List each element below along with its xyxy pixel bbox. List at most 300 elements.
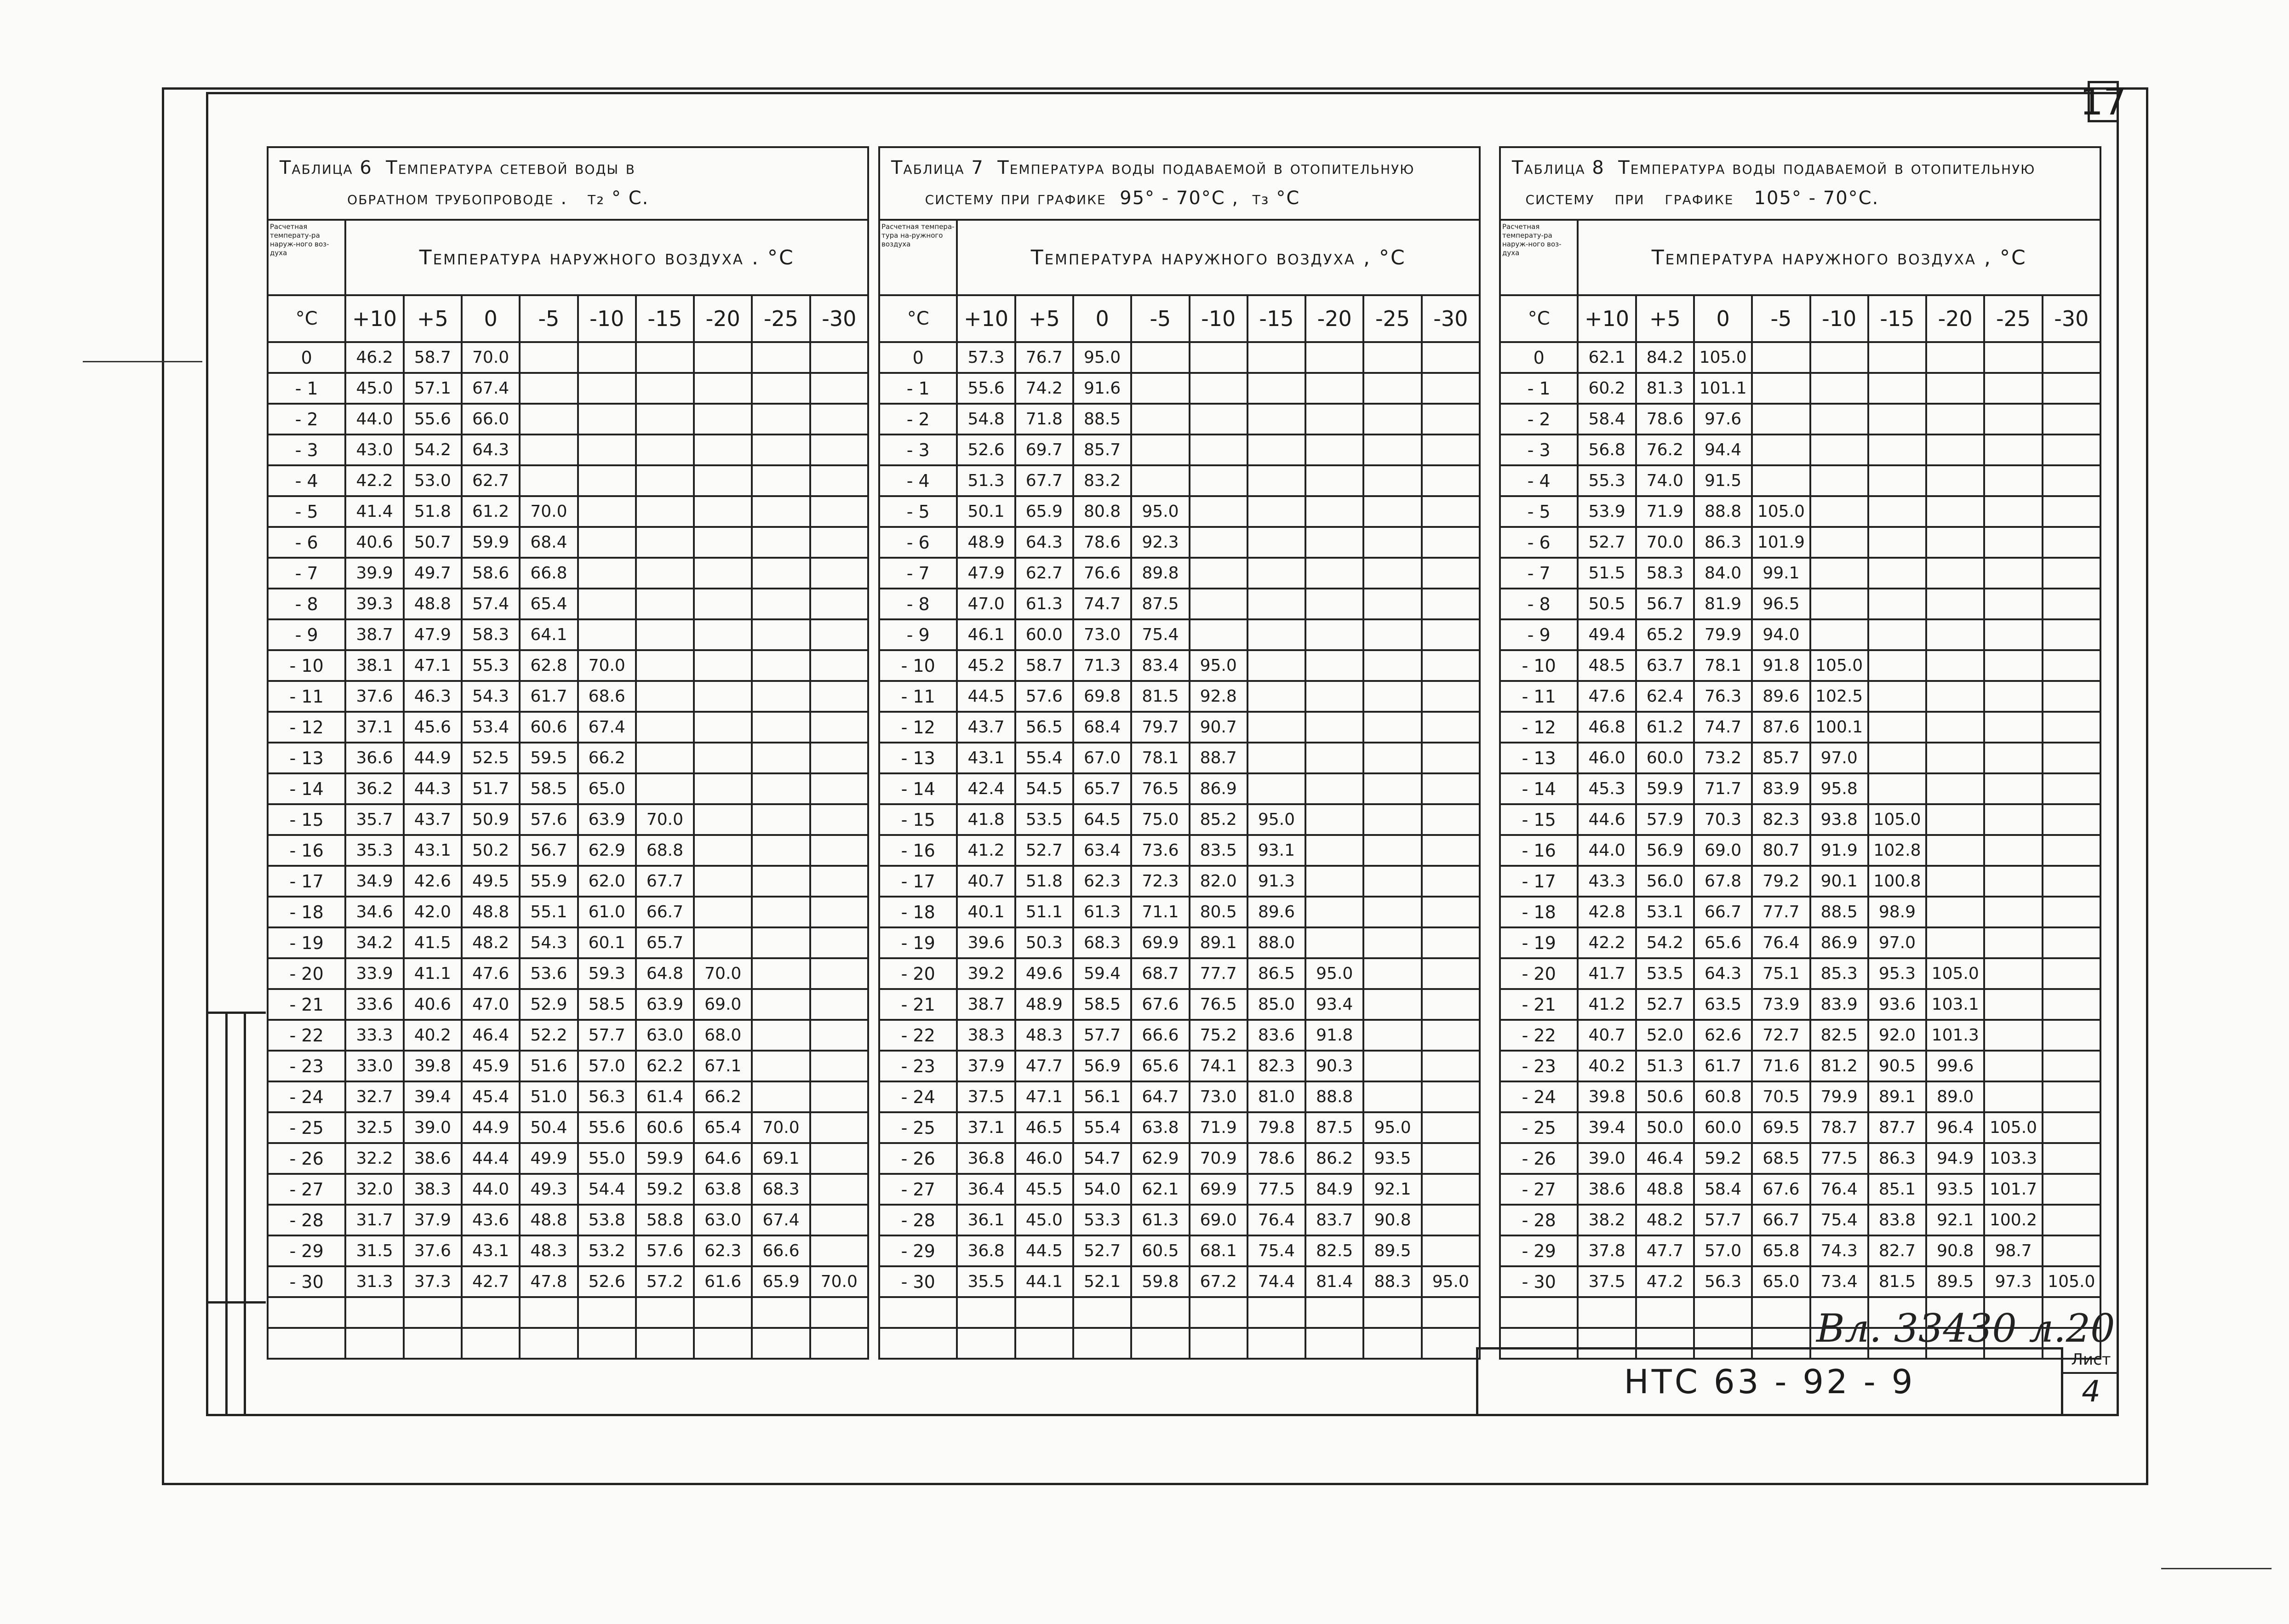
table-row xyxy=(879,1174,1480,1205)
table-cell xyxy=(1926,897,1984,927)
table-cell xyxy=(1422,927,1480,958)
table-cell xyxy=(694,897,752,927)
table-cell xyxy=(636,681,694,712)
table-cell xyxy=(752,712,810,743)
table-cell xyxy=(636,1328,694,1359)
row-label: - 30 xyxy=(879,1266,957,1297)
table-row xyxy=(268,1081,868,1112)
table-row xyxy=(879,927,1480,958)
table-cell xyxy=(1305,897,1363,927)
column-header: +10 xyxy=(957,295,1015,342)
table-cell: 39.4 xyxy=(1578,1112,1636,1143)
table-cell xyxy=(2043,527,2100,558)
table-cell xyxy=(1422,681,1480,712)
column-header: 0 xyxy=(1073,295,1131,342)
table-cell: 74.1 xyxy=(1190,1051,1248,1081)
table-cell: 78.6 xyxy=(1636,404,1694,435)
table-cell: 59.9 xyxy=(462,527,520,558)
table-cell: 51.7 xyxy=(462,773,520,804)
table-cell: 71.6 xyxy=(1752,1051,1810,1081)
table-cell: 44.9 xyxy=(404,743,462,773)
row-label: - 3 xyxy=(1500,435,1578,465)
table-cell: 85.1 xyxy=(1868,1174,1926,1205)
table-cell: 62.7 xyxy=(462,465,520,496)
row-label: - 8 xyxy=(879,589,957,619)
table-cell: 63.5 xyxy=(1694,989,1752,1020)
table-cell xyxy=(810,527,868,558)
table-cell xyxy=(1248,681,1305,712)
table-cell: 69.9 xyxy=(1190,1174,1248,1205)
table-cell: 42.8 xyxy=(1578,897,1636,927)
table-cell xyxy=(2043,866,2100,897)
table-cell: 35.7 xyxy=(345,804,403,835)
table-cell xyxy=(1422,1020,1480,1051)
table-title: Таблица 6 Температура сетевой воды в обратном трубопроводе . t₂ ° C. xyxy=(267,146,869,219)
table-cell xyxy=(578,496,636,527)
table-cell: 88.5 xyxy=(1073,404,1131,435)
table-cell xyxy=(2043,465,2100,496)
table-cell: 68.4 xyxy=(1073,712,1131,743)
table-cell xyxy=(1363,1081,1421,1112)
table-cell xyxy=(810,465,868,496)
table-row xyxy=(1500,681,2100,712)
table-cell xyxy=(1248,496,1305,527)
table-cell: 41.4 xyxy=(345,496,403,527)
row-label: - 16 xyxy=(268,835,345,866)
table-cell xyxy=(2043,989,2100,1020)
table-cell xyxy=(1422,989,1480,1020)
table-cell: 61.7 xyxy=(1694,1051,1752,1081)
row-label: - 10 xyxy=(268,650,345,681)
table-row xyxy=(268,927,868,958)
table-cell: 63.4 xyxy=(1073,835,1131,866)
table-row xyxy=(879,1143,1480,1174)
table-cell: 75.2 xyxy=(1190,1020,1248,1051)
table-cell: 70.0 xyxy=(636,804,694,835)
table-cell: 70.0 xyxy=(694,958,752,989)
table-cell: 46.1 xyxy=(957,619,1015,650)
table-cell xyxy=(2043,619,2100,650)
table-cell xyxy=(578,465,636,496)
column-header: -20 xyxy=(1926,295,1984,342)
table-cell xyxy=(2043,1143,2100,1174)
table-cell: 105.0 xyxy=(1752,496,1810,527)
table-row xyxy=(268,1266,868,1297)
table-cell: 36.8 xyxy=(957,1143,1015,1174)
table-cell xyxy=(810,743,868,773)
table-cell: 50.2 xyxy=(462,835,520,866)
table-cell: 57.7 xyxy=(1073,1020,1131,1051)
table-cell: 43.6 xyxy=(462,1205,520,1235)
table-cell: 46.0 xyxy=(1578,743,1636,773)
table-cell: 58.5 xyxy=(578,989,636,1020)
table-cell: 91.9 xyxy=(1810,835,1868,866)
table-cell: 56.8 xyxy=(1578,435,1636,465)
table-cell xyxy=(1305,650,1363,681)
table-cell: 44.6 xyxy=(1578,804,1636,835)
table-cell xyxy=(1363,373,1421,404)
table-row xyxy=(268,619,868,650)
table-cell xyxy=(1422,342,1480,373)
table-cell: 57.6 xyxy=(520,804,578,835)
table-row xyxy=(1500,927,2100,958)
table-cell xyxy=(1810,342,1868,373)
table-cell: 103.3 xyxy=(1984,1143,2042,1174)
table-cell xyxy=(810,1235,868,1266)
table-cell xyxy=(2043,835,2100,866)
table-cell: 46.0 xyxy=(1015,1143,1073,1174)
table-cell: 68.1 xyxy=(1190,1235,1248,1266)
table-cell: 102.8 xyxy=(1868,835,1926,866)
table-cell: 46.5 xyxy=(1015,1112,1073,1143)
table-cell: 32.2 xyxy=(345,1143,403,1174)
table-cell: 93.8 xyxy=(1810,804,1868,835)
row-label: - 1 xyxy=(1500,373,1578,404)
table-cell: 75.4 xyxy=(1248,1235,1305,1266)
table-row xyxy=(879,712,1480,743)
table-cell: 85.0 xyxy=(1248,989,1305,1020)
table-cell: 45.3 xyxy=(1578,773,1636,804)
table-cell: 31.5 xyxy=(345,1235,403,1266)
table-cell: 82.0 xyxy=(1190,866,1248,897)
table-cell xyxy=(1305,527,1363,558)
table-cell: 87.7 xyxy=(1868,1112,1926,1143)
row-label: - 5 xyxy=(879,496,957,527)
table-cell xyxy=(1984,558,2042,589)
table-cell: 53.3 xyxy=(1073,1205,1131,1235)
table-cell: 66.0 xyxy=(462,404,520,435)
table-cell: 70.0 xyxy=(752,1112,810,1143)
table-cell xyxy=(1248,589,1305,619)
table-cell: 105.0 xyxy=(1868,804,1926,835)
row-label: - 20 xyxy=(268,958,345,989)
table-cell xyxy=(636,496,694,527)
row-label: - 5 xyxy=(1500,496,1578,527)
table-cell: 86.9 xyxy=(1810,927,1868,958)
table-cell xyxy=(1422,373,1480,404)
table-cell: 95.0 xyxy=(1190,650,1248,681)
table-cell xyxy=(694,404,752,435)
table-cell: 60.8 xyxy=(1694,1081,1752,1112)
table-cell xyxy=(2043,373,2100,404)
row-label: - 3 xyxy=(879,435,957,465)
row-label: - 19 xyxy=(1500,927,1578,958)
table-cell: 36.8 xyxy=(957,1235,1015,1266)
margin-dash xyxy=(83,361,202,362)
row-label: - 4 xyxy=(1500,465,1578,496)
table-row xyxy=(1500,465,2100,496)
table-cell xyxy=(694,1328,752,1359)
table-cell: 62.7 xyxy=(1015,558,1073,589)
row-label: - 21 xyxy=(879,989,957,1020)
table-cell xyxy=(2043,1174,2100,1205)
table-cell: 80.5 xyxy=(1190,897,1248,927)
table-cell: 51.8 xyxy=(404,496,462,527)
table-cell xyxy=(1363,958,1421,989)
table-cell: 45.0 xyxy=(1015,1205,1073,1235)
table-cell: 43.1 xyxy=(957,743,1015,773)
table-cell: 37.5 xyxy=(1578,1266,1636,1297)
table-cell: 67.7 xyxy=(636,866,694,897)
table-row xyxy=(879,773,1480,804)
table-cell: 67.6 xyxy=(1752,1174,1810,1205)
table-cell: 67.0 xyxy=(1073,743,1131,773)
table-cell xyxy=(1984,773,2042,804)
column-header: -5 xyxy=(1752,295,1810,342)
table-cell: 44.0 xyxy=(1578,835,1636,866)
table-cell: 65.7 xyxy=(636,927,694,958)
table-cell: 57.0 xyxy=(578,1051,636,1081)
table-cell: 79.8 xyxy=(1248,1112,1305,1143)
table-cell: 50.3 xyxy=(1015,927,1073,958)
table-cell: 71.8 xyxy=(1015,404,1073,435)
row-label: - 17 xyxy=(268,866,345,897)
table-cell xyxy=(1984,465,2042,496)
table-cell xyxy=(636,619,694,650)
table-cell: 46.2 xyxy=(345,342,403,373)
row-label: - 28 xyxy=(1500,1205,1578,1235)
table-cell xyxy=(636,558,694,589)
table-cell: 91.5 xyxy=(1694,465,1752,496)
table-cell: 39.0 xyxy=(404,1112,462,1143)
table-cell xyxy=(345,1297,403,1328)
table-cell xyxy=(1810,404,1868,435)
table-cell xyxy=(1926,404,1984,435)
table-6 xyxy=(267,146,869,1360)
table-cell: 58.3 xyxy=(1636,558,1694,589)
table-cell: 56.0 xyxy=(1636,866,1694,897)
table-cell xyxy=(520,1328,578,1359)
table-cell xyxy=(1131,342,1189,373)
table-cell xyxy=(1984,435,2042,465)
table-row xyxy=(879,1112,1480,1143)
table-cell xyxy=(2043,927,2100,958)
table-cell: 73.0 xyxy=(1073,619,1131,650)
table-row xyxy=(268,650,868,681)
table-row xyxy=(1500,373,2100,404)
table-row xyxy=(1500,558,2100,589)
table-cell: 73.9 xyxy=(1752,989,1810,1020)
table-cell: 48.9 xyxy=(957,527,1015,558)
table-cell xyxy=(1926,435,1984,465)
table-cell xyxy=(752,404,810,435)
table-cell: 61.3 xyxy=(1131,1205,1189,1235)
table-cell: 61.0 xyxy=(578,897,636,927)
table-cell: 61.2 xyxy=(1636,712,1694,743)
row-label: - 30 xyxy=(1500,1266,1578,1297)
table-cell: 54.2 xyxy=(404,435,462,465)
column-header: +5 xyxy=(1636,295,1694,342)
table-cell: 51.1 xyxy=(1015,897,1073,927)
table-cell: 89.5 xyxy=(1926,1266,1984,1297)
row-label: - 8 xyxy=(268,589,345,619)
table-cell: 71.9 xyxy=(1190,1112,1248,1143)
table-cell: 71.3 xyxy=(1073,650,1131,681)
table-cell xyxy=(1810,589,1868,619)
table-cell: 69.1 xyxy=(752,1143,810,1174)
table-cell: 62.0 xyxy=(578,866,636,897)
table-cell xyxy=(810,1020,868,1051)
table-cell: 73.4 xyxy=(1810,1266,1868,1297)
table-cell: 43.0 xyxy=(345,435,403,465)
table-cell xyxy=(810,373,868,404)
table-cell: 53.0 xyxy=(404,465,462,496)
table-cell: 63.7 xyxy=(1636,650,1694,681)
table-row xyxy=(879,1235,1480,1266)
table-cell xyxy=(1868,496,1926,527)
table-cell: 78.6 xyxy=(1248,1143,1305,1174)
table-cell: 78.7 xyxy=(1810,1112,1868,1143)
table-cell xyxy=(1305,558,1363,589)
table-cell: 67.2 xyxy=(1190,1266,1248,1297)
table-cell: 95.0 xyxy=(1305,958,1363,989)
table-cell xyxy=(578,1328,636,1359)
table-cell: 39.0 xyxy=(1578,1143,1636,1174)
table-row xyxy=(879,1020,1480,1051)
table-cell: 48.9 xyxy=(1015,989,1073,1020)
table-cell xyxy=(578,589,636,619)
table-cell xyxy=(1868,712,1926,743)
table-cell: 41.8 xyxy=(957,804,1015,835)
table-cell xyxy=(752,835,810,866)
table-cell: 66.6 xyxy=(752,1235,810,1266)
table-cell xyxy=(1926,558,1984,589)
table-cell: 70.0 xyxy=(810,1266,868,1297)
table-cell: 98.7 xyxy=(1984,1235,2042,1266)
table-cell: 58.4 xyxy=(1694,1174,1752,1205)
calc-temp-header: Расчетная темпера-тура на-ружного воздуха xyxy=(879,220,957,295)
table-cell: 52.7 xyxy=(1073,1235,1131,1266)
table-cell xyxy=(1984,681,2042,712)
row-label: - 27 xyxy=(1500,1174,1578,1205)
table-cell xyxy=(1363,1297,1421,1328)
row-label: - 6 xyxy=(879,527,957,558)
table-cell: 51.8 xyxy=(1015,866,1073,897)
row-label: - 6 xyxy=(268,527,345,558)
table-cell: 35.5 xyxy=(957,1266,1015,1297)
table-cell: 91.8 xyxy=(1305,1020,1363,1051)
table-cell xyxy=(752,1328,810,1359)
table-cell: 56.5 xyxy=(1015,712,1073,743)
table-cell xyxy=(2043,342,2100,373)
table-cell: 88.5 xyxy=(1810,897,1868,927)
table-cell: 40.6 xyxy=(345,527,403,558)
table-cell: 43.7 xyxy=(957,712,1015,743)
table-cell: 33.3 xyxy=(345,1020,403,1051)
table-cell xyxy=(752,897,810,927)
row-label: - 27 xyxy=(879,1174,957,1205)
table-cell xyxy=(636,712,694,743)
table-cell xyxy=(694,496,752,527)
table-cell: 80.8 xyxy=(1073,496,1131,527)
table-cell: 69.7 xyxy=(1015,435,1073,465)
table-cell: 105.0 xyxy=(2043,1266,2100,1297)
table-cell xyxy=(1752,373,1810,404)
table-cell xyxy=(2043,773,2100,804)
table-cell: 64.3 xyxy=(1694,958,1752,989)
row-label: - 22 xyxy=(1500,1020,1578,1051)
table-row xyxy=(1500,835,2100,866)
table-cell xyxy=(810,1205,868,1235)
table-cell: 45.6 xyxy=(404,712,462,743)
table-cell: 37.3 xyxy=(404,1266,462,1297)
table-cell: 96.4 xyxy=(1926,1112,1984,1143)
row-label: - 21 xyxy=(268,989,345,1020)
table-cell: 33.6 xyxy=(345,989,403,1020)
row-label: - 24 xyxy=(1500,1081,1578,1112)
tables-area xyxy=(267,146,2106,1319)
table-cell xyxy=(1131,404,1189,435)
row-label: - 23 xyxy=(268,1051,345,1081)
table-cell: 100.8 xyxy=(1868,866,1926,897)
column-header: -25 xyxy=(1984,295,2042,342)
table-cell xyxy=(810,866,868,897)
table-cell: 39.2 xyxy=(957,958,1015,989)
table-row xyxy=(879,1205,1480,1235)
table-cell xyxy=(1926,835,1984,866)
table-cell xyxy=(1190,589,1248,619)
table-cell: 98.9 xyxy=(1868,897,1926,927)
table-cell xyxy=(1015,1297,1073,1328)
table-cell: 81.0 xyxy=(1248,1081,1305,1112)
row-label: - 17 xyxy=(879,866,957,897)
table-cell: 65.0 xyxy=(1752,1266,1810,1297)
table-cell xyxy=(1305,681,1363,712)
table-cell: 57.1 xyxy=(404,373,462,404)
table-cell: 33.0 xyxy=(345,1051,403,1081)
table-cell: 75.1 xyxy=(1752,958,1810,989)
row-label: - 13 xyxy=(1500,743,1578,773)
table-cell: 39.6 xyxy=(957,927,1015,958)
calc-temp-header: Расчетная температу-ра наруж-ного воз-духа xyxy=(268,220,345,295)
table-cell: 82.7 xyxy=(1868,1235,1926,1266)
table-cell: 61.6 xyxy=(694,1266,752,1297)
table-cell: 95.3 xyxy=(1868,958,1926,989)
table-row xyxy=(268,989,868,1020)
table-cell xyxy=(1248,558,1305,589)
table-row xyxy=(1500,1205,2100,1235)
table-cell xyxy=(1422,1051,1480,1081)
table-cell xyxy=(752,958,810,989)
table-cell: 58.7 xyxy=(404,342,462,373)
row-label: - 3 xyxy=(268,435,345,465)
table-cell: 90.7 xyxy=(1190,712,1248,743)
table-cell xyxy=(1926,496,1984,527)
table-cell: 81.4 xyxy=(1305,1266,1363,1297)
table-row xyxy=(879,619,1480,650)
outdoor-temp-header: Температура наружного воздуха , °C xyxy=(957,220,1480,295)
row-label xyxy=(879,1328,957,1359)
table-cell: 105.0 xyxy=(1984,1112,2042,1143)
table-cell: 34.9 xyxy=(345,866,403,897)
table-cell xyxy=(1422,835,1480,866)
table-cell xyxy=(2043,1051,2100,1081)
table-cell xyxy=(1984,589,2042,619)
table-cell: 99.1 xyxy=(1752,558,1810,589)
table-cell: 97.0 xyxy=(1810,743,1868,773)
row-label: - 29 xyxy=(879,1235,957,1266)
table-cell: 92.0 xyxy=(1868,1020,1926,1051)
row-label: - 7 xyxy=(1500,558,1578,589)
table-cell: 47.0 xyxy=(957,589,1015,619)
column-header: -25 xyxy=(752,295,810,342)
column-header: +10 xyxy=(345,295,403,342)
table-cell: 59.9 xyxy=(636,1143,694,1174)
table-cell xyxy=(1984,619,2042,650)
table-cell: 56.3 xyxy=(578,1081,636,1112)
table-cell: 42.7 xyxy=(462,1266,520,1297)
table-cell xyxy=(1363,681,1421,712)
